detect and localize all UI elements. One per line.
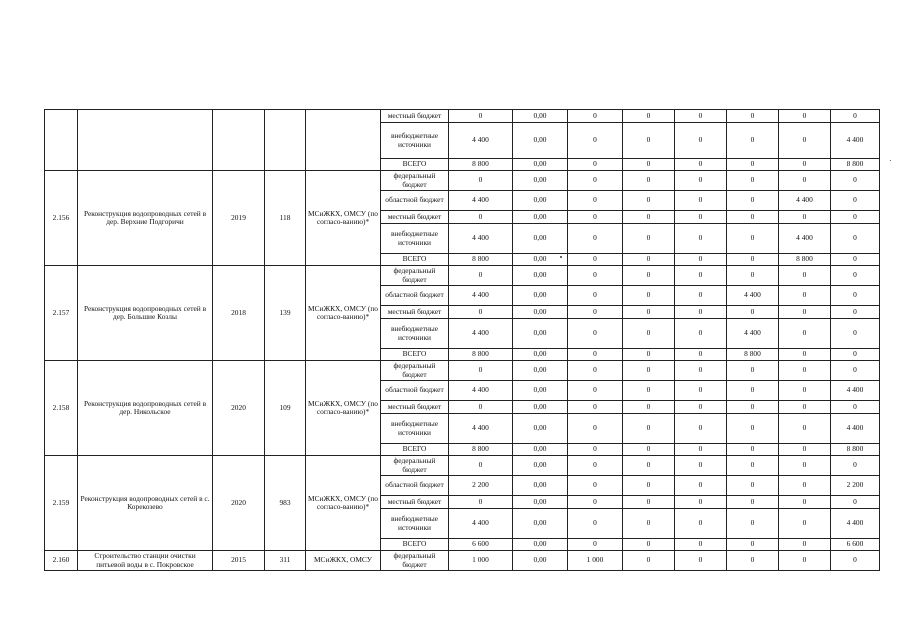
- amount-cell: 4 400: [727, 319, 779, 349]
- amount-cell: 0: [623, 509, 675, 539]
- amount-cell: 0,00: [513, 509, 568, 539]
- amount-cell: 0: [675, 123, 727, 159]
- amount-cell: 0: [675, 456, 727, 476]
- amount-cell: 0: [449, 496, 513, 509]
- funding-source-cell: федеральный бюджет: [381, 266, 449, 286]
- funding-source-cell: внебюджетные источники: [381, 224, 449, 254]
- amount-cell: 0: [675, 319, 727, 349]
- executor-cell: МСиЖКХ, ОМСУ (по согласо-ванию)*: [306, 266, 381, 361]
- amount-cell: 0: [675, 191, 727, 211]
- amount-cell: 4 400: [449, 286, 513, 306]
- amount-cell: 0: [779, 476, 831, 496]
- amount-cell: 0: [831, 211, 880, 224]
- amount-cell: 0: [568, 509, 623, 539]
- amount-cell: 8 800: [449, 254, 513, 266]
- amount-cell: 0: [727, 509, 779, 539]
- amount-cell: 6 600: [449, 539, 513, 551]
- amount-cell: 0: [449, 401, 513, 414]
- amount-cell: 0: [568, 123, 623, 159]
- amount-cell: 0: [623, 539, 675, 551]
- amount-cell: 0: [675, 414, 727, 444]
- project-name-cell: Реконструкция водопроводных сетей в дер. Никольское: [78, 361, 213, 456]
- table-row: [45, 456, 880, 476]
- amount-cell: 0: [568, 381, 623, 401]
- amount-cell: 0,00: [513, 224, 568, 254]
- amount-cell: 0: [568, 110, 623, 123]
- amount-cell: 0: [727, 171, 779, 191]
- project-name-cell: [78, 110, 213, 171]
- amount-cell: 0,00: [513, 476, 568, 496]
- table-row: [45, 266, 880, 286]
- amount-cell: 0: [675, 159, 727, 171]
- amount-cell: 0: [727, 551, 779, 571]
- amount-cell: 0: [623, 306, 675, 319]
- funding-source-cell: федеральный бюджет: [381, 456, 449, 476]
- amount-cell: 0: [623, 349, 675, 361]
- amount-cell: 0: [568, 414, 623, 444]
- amount-cell: 0: [675, 509, 727, 539]
- amount-cell: 0,00: [513, 319, 568, 349]
- financing-table: [44, 109, 880, 571]
- executor-cell: МСиЖКХ, ОМСУ (по согласо-ванию)*: [306, 361, 381, 456]
- project-name-cell: Реконструкция водопроводных сетей в дер. Большие Козлы: [78, 266, 213, 361]
- amount-cell: 4 400: [779, 191, 831, 211]
- amount-cell: 0: [779, 349, 831, 361]
- amount-cell: 8 800: [831, 159, 880, 171]
- funding-source-cell: местный бюджет: [381, 211, 449, 224]
- amount-cell: 0,00: [513, 539, 568, 551]
- table-row: [45, 171, 880, 191]
- amount-cell: 0: [779, 110, 831, 123]
- amount-cell: 0: [727, 476, 779, 496]
- amount-cell: 0,00: [513, 361, 568, 381]
- amount-cell: 0: [831, 496, 880, 509]
- funding-source-cell: ВСЕГО: [381, 539, 449, 551]
- amount-cell: 4 400: [831, 414, 880, 444]
- amount-cell: 0: [449, 110, 513, 123]
- amount-cell: 0: [831, 306, 880, 319]
- amount-cell: 0: [449, 306, 513, 319]
- executor-cell: МСиЖКХ, ОМСУ (по согласо-ванию)*: [306, 456, 381, 551]
- year-cell: 2018: [213, 266, 265, 361]
- amount-cell: 0: [727, 401, 779, 414]
- amount-cell: 4 400: [831, 123, 880, 159]
- scan-speck: [890, 160, 891, 161]
- amount-cell: 0: [623, 496, 675, 509]
- amount-cell: 0: [675, 171, 727, 191]
- length-cell: 311: [265, 551, 306, 571]
- amount-cell: 8 800: [779, 254, 831, 266]
- amount-cell: 4 400: [831, 509, 880, 539]
- amount-cell: 0,00: [513, 551, 568, 571]
- table-row: [45, 361, 880, 381]
- length-cell: 139: [265, 266, 306, 361]
- funding-source-cell: внебюджетные источники: [381, 123, 449, 159]
- year-cell: 2020: [213, 456, 265, 551]
- amount-cell: 4 400: [449, 414, 513, 444]
- executor-cell: МСиЖКХ, ОМСУ: [306, 551, 381, 571]
- amount-cell: 0: [623, 123, 675, 159]
- amount-cell: 0: [727, 266, 779, 286]
- amount-cell: 0: [623, 401, 675, 414]
- amount-cell: 0,00: [513, 496, 568, 509]
- item-number-cell: 2.157: [45, 266, 78, 361]
- funding-source-cell: ВСЕГО: [381, 349, 449, 361]
- length-cell: 109: [265, 361, 306, 456]
- amount-cell: 0: [675, 349, 727, 361]
- amount-cell: 0,00: [513, 401, 568, 414]
- amount-cell: 0: [623, 110, 675, 123]
- amount-cell: 0: [727, 456, 779, 476]
- amount-cell: 0: [779, 509, 831, 539]
- amount-cell: 8 800: [449, 349, 513, 361]
- amount-cell: 0: [831, 110, 880, 123]
- amount-cell: 0: [779, 551, 831, 571]
- amount-cell: 4 400: [449, 381, 513, 401]
- item-number-cell: 2.156: [45, 171, 78, 266]
- amount-cell: 0: [831, 171, 880, 191]
- year-cell: 2020: [213, 361, 265, 456]
- amount-cell: 0: [568, 349, 623, 361]
- amount-cell: 0: [779, 171, 831, 191]
- year-cell: 2019: [213, 171, 265, 266]
- amount-cell: 0: [675, 496, 727, 509]
- funding-source-cell: внебюджетные источники: [381, 414, 449, 444]
- amount-cell: 0: [727, 306, 779, 319]
- amount-cell: 0: [779, 381, 831, 401]
- amount-cell: 0,00: [513, 456, 568, 476]
- funding-source-cell: местный бюджет: [381, 401, 449, 414]
- amount-cell: 0,00: [513, 211, 568, 224]
- amount-cell: 0: [568, 444, 623, 456]
- funding-source-cell: областной бюджет: [381, 381, 449, 401]
- amount-cell: 0: [831, 286, 880, 306]
- amount-cell: 0: [623, 361, 675, 381]
- amount-cell: 0: [727, 159, 779, 171]
- amount-cell: 0: [727, 211, 779, 224]
- amount-cell: 1 000: [568, 551, 623, 571]
- amount-cell: 0: [727, 496, 779, 509]
- amount-cell: 0: [779, 496, 831, 509]
- amount-cell: 0: [623, 476, 675, 496]
- amount-cell: 0: [623, 224, 675, 254]
- amount-cell: 0: [675, 381, 727, 401]
- item-number-cell: 2.158: [45, 361, 78, 456]
- amount-cell: 0: [727, 414, 779, 444]
- amount-cell: 0: [831, 254, 880, 266]
- amount-cell: 0: [623, 414, 675, 444]
- amount-cell: 0,00: [513, 123, 568, 159]
- amount-cell: 0: [727, 123, 779, 159]
- amount-cell: 0: [568, 361, 623, 381]
- amount-cell: 4 400: [449, 191, 513, 211]
- amount-cell: 2 200: [449, 476, 513, 496]
- amount-cell: 0: [779, 361, 831, 381]
- amount-cell: 0: [568, 306, 623, 319]
- amount-cell: 0,00: [513, 414, 568, 444]
- amount-cell: 0: [779, 319, 831, 349]
- amount-cell: 0: [779, 123, 831, 159]
- amount-cell: 0: [831, 349, 880, 361]
- amount-cell: 0: [568, 191, 623, 211]
- amount-cell: 0: [727, 539, 779, 551]
- amount-cell: 0: [623, 266, 675, 286]
- amount-cell: 0: [831, 401, 880, 414]
- executor-cell: [306, 110, 381, 171]
- funding-source-cell: федеральный бюджет: [381, 551, 449, 571]
- amount-cell: 0: [623, 254, 675, 266]
- amount-cell: 0: [568, 254, 623, 266]
- amount-cell: 8 800: [449, 159, 513, 171]
- amount-cell: 0,00: [513, 254, 568, 266]
- amount-cell: 8 800: [727, 349, 779, 361]
- amount-cell: 0: [623, 319, 675, 349]
- funding-source-cell: федеральный бюджет: [381, 361, 449, 381]
- amount-cell: 0,00: [513, 171, 568, 191]
- amount-cell: 0: [623, 171, 675, 191]
- project-name-cell: Реконструкция водопроводных сетей в дер. Верхние Подгоричи: [78, 171, 213, 266]
- amount-cell: 0: [831, 361, 880, 381]
- amount-cell: 0: [568, 319, 623, 349]
- amount-cell: 0: [831, 551, 880, 571]
- project-name-cell: Реконструкция водопроводных сетей в с. Корекозево: [78, 456, 213, 551]
- funding-source-cell: внебюджетные источники: [381, 509, 449, 539]
- amount-cell: 0,00: [513, 159, 568, 171]
- amount-cell: 4 400: [831, 381, 880, 401]
- amount-cell: 0: [779, 414, 831, 444]
- amount-cell: 0: [675, 539, 727, 551]
- amount-cell: 0: [568, 211, 623, 224]
- amount-cell: 0: [831, 191, 880, 211]
- amount-cell: 0: [623, 551, 675, 571]
- amount-cell: 0: [831, 224, 880, 254]
- amount-cell: 0: [727, 381, 779, 401]
- amount-cell: 0: [568, 476, 623, 496]
- amount-cell: 0: [779, 159, 831, 171]
- funding-source-cell: федеральный бюджет: [381, 171, 449, 191]
- length-cell: [265, 110, 306, 171]
- amount-cell: 0: [675, 254, 727, 266]
- item-number-cell: 2.159: [45, 456, 78, 551]
- amount-cell: 0: [568, 401, 623, 414]
- amount-cell: 0: [449, 456, 513, 476]
- amount-cell: 4 400: [727, 286, 779, 306]
- amount-cell: 4 400: [449, 509, 513, 539]
- amount-cell: 0: [779, 286, 831, 306]
- amount-cell: 8 800: [831, 444, 880, 456]
- amount-cell: 0: [623, 381, 675, 401]
- amount-cell: 0: [727, 361, 779, 381]
- amount-cell: 0: [568, 286, 623, 306]
- amount-cell: 0: [675, 224, 727, 254]
- amount-cell: 0,00: [513, 191, 568, 211]
- length-cell: 118: [265, 171, 306, 266]
- amount-cell: 0: [568, 266, 623, 286]
- amount-cell: 0: [623, 444, 675, 456]
- amount-cell: 0: [779, 539, 831, 551]
- table-row: [45, 551, 880, 571]
- amount-cell: 4 400: [449, 123, 513, 159]
- amount-cell: 0: [568, 171, 623, 191]
- funding-source-cell: внебюджетные источники: [381, 319, 449, 349]
- amount-cell: 0: [675, 361, 727, 381]
- amount-cell: 0: [779, 444, 831, 456]
- amount-cell: 1 000: [449, 551, 513, 571]
- amount-cell: 0,00: [513, 306, 568, 319]
- amount-cell: 0,00: [513, 110, 568, 123]
- funding-source-cell: местный бюджет: [381, 496, 449, 509]
- amount-cell: 0: [623, 159, 675, 171]
- amount-cell: 0: [449, 361, 513, 381]
- amount-cell: 0: [727, 224, 779, 254]
- amount-cell: 0: [779, 306, 831, 319]
- amount-cell: 0: [675, 476, 727, 496]
- amount-cell: 0,00: [513, 349, 568, 361]
- amount-cell: 0: [779, 401, 831, 414]
- amount-cell: 0: [675, 401, 727, 414]
- amount-cell: 0: [568, 224, 623, 254]
- amount-cell: 0: [831, 319, 880, 349]
- amount-cell: 0: [568, 159, 623, 171]
- amount-cell: 0: [727, 191, 779, 211]
- amount-cell: 4 400: [449, 319, 513, 349]
- amount-cell: 0: [779, 211, 831, 224]
- amount-cell: 0,00: [513, 286, 568, 306]
- amount-cell: 0: [449, 171, 513, 191]
- amount-cell: 0: [779, 266, 831, 286]
- funding-source-cell: местный бюджет: [381, 110, 449, 123]
- length-cell: 983: [265, 456, 306, 551]
- amount-cell: 0: [449, 266, 513, 286]
- funding-source-cell: ВСЕГО: [381, 444, 449, 456]
- amount-cell: 0: [623, 456, 675, 476]
- amount-cell: 0,00: [513, 444, 568, 456]
- amount-cell: 0: [675, 306, 727, 319]
- amount-cell: 2 200: [831, 476, 880, 496]
- amount-cell: 0: [623, 191, 675, 211]
- amount-cell: 0: [568, 539, 623, 551]
- amount-cell: 0: [675, 110, 727, 123]
- amount-cell: 6 600: [831, 539, 880, 551]
- amount-cell: 0,00: [513, 266, 568, 286]
- year-cell: 2015: [213, 551, 265, 571]
- amount-cell: 0: [568, 496, 623, 509]
- amount-cell: 0: [449, 211, 513, 224]
- item-number-cell: [45, 110, 78, 171]
- amount-cell: 0: [727, 254, 779, 266]
- item-number-cell: 2.160: [45, 551, 78, 571]
- funding-source-cell: местный бюджет: [381, 306, 449, 319]
- funding-source-cell: ВСЕГО: [381, 254, 449, 266]
- amount-cell: 0: [675, 286, 727, 306]
- amount-cell: 0: [623, 286, 675, 306]
- amount-cell: 0: [779, 456, 831, 476]
- amount-cell: 4 400: [779, 224, 831, 254]
- amount-cell: 0: [727, 444, 779, 456]
- funding-source-cell: областной бюджет: [381, 476, 449, 496]
- project-name-cell: Строительство станции очистки питьевой воды в с. Покровское: [78, 551, 213, 571]
- amount-cell: 0,00: [513, 381, 568, 401]
- funding-source-cell: ВСЕГО: [381, 159, 449, 171]
- amount-cell: 0: [831, 266, 880, 286]
- scan-speck: [560, 256, 562, 258]
- amount-cell: 0: [568, 456, 623, 476]
- table-row: [45, 110, 880, 123]
- amount-cell: 0: [675, 551, 727, 571]
- amount-cell: 0: [623, 211, 675, 224]
- year-cell: [213, 110, 265, 171]
- amount-cell: 0: [675, 211, 727, 224]
- executor-cell: МСиЖКХ, ОМСУ (по согласо-ванию)*: [306, 171, 381, 266]
- amount-cell: 8 800: [449, 444, 513, 456]
- funding-source-cell: областной бюджет: [381, 286, 449, 306]
- amount-cell: 4 400: [449, 224, 513, 254]
- amount-cell: 0: [675, 444, 727, 456]
- amount-cell: 0: [831, 456, 880, 476]
- amount-cell: 0: [675, 266, 727, 286]
- amount-cell: 0: [727, 110, 779, 123]
- funding-source-cell: областной бюджет: [381, 191, 449, 211]
